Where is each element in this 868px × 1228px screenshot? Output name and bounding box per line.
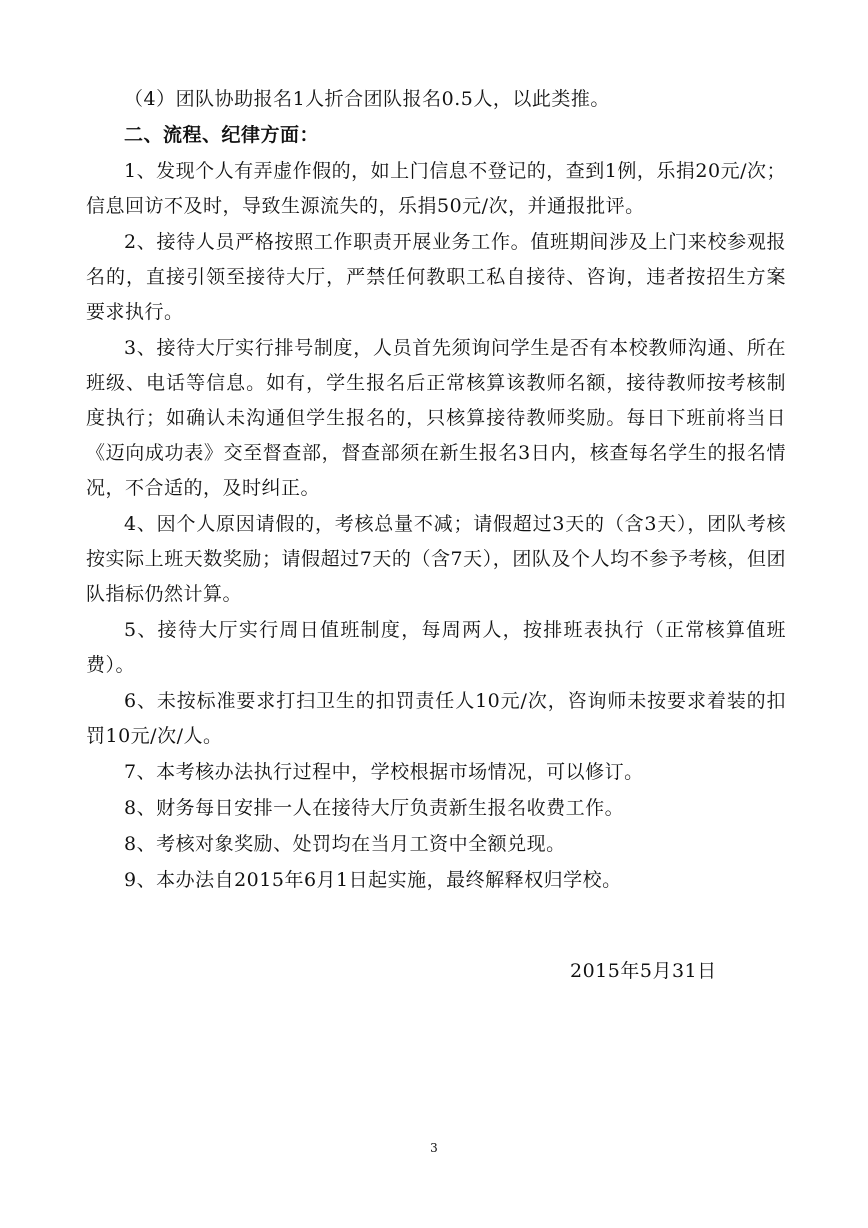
paragraph-team-assist-conversion: （4）团队协助报名1人折合团队报名0.5人，以此类推。 xyxy=(124,88,610,110)
paragraph-rule-9: 9、本办法自2015年6月1日起实施，最终解释权归学校。 xyxy=(124,869,622,891)
paragraph-rule-6: 6、未按标准要求打扫卫生的扣罚责任人10元/次，咨询师未按要求着装的扣罚10元/次/人。 xyxy=(86,690,786,747)
paragraph-rule-4: 4、因个人原因请假的，考核总量不减；请假超过3天的（含3天），团队考核按实际上班天数奖励；请假超过7天的（含7天），团队及个人均不参予考核，但团队指标仍然计算。 xyxy=(86,513,786,605)
paragraph-rule-5: 5、接待大厅实行周日值班制度，每周两人，按排班表执行（正常核算值班费）。 xyxy=(86,619,786,676)
paragraph-rule-8a: 8、财务每日安排一人在接待大厅负责新生报名收费工作。 xyxy=(124,797,625,819)
document-date: 2015年5月31日 xyxy=(570,960,717,982)
paragraph-rule-7: 7、本考核办法执行过程中，学校根据市场情况，可以修订。 xyxy=(124,761,644,783)
page-number: 3 xyxy=(430,1141,438,1155)
paragraph-rule-2: 2、接待人员严格按照工作职责开展业务工作。值班期间涉及上门来校参观报名的，直接引领至接待大厅，严禁任何教职工私自接待、咨询，违者按招生方案要求执行。 xyxy=(86,231,786,323)
paragraph-rule-8b: 8、考核对象奖励、处罚均在当月工资中全额兑现。 xyxy=(124,833,566,855)
document-body xyxy=(86,82,786,899)
paragraph-rule-3: 3、接待大厅实行排号制度，人员首先须询问学生是否有本校教师沟通、所在班级、电话等信息。如有，学生报名后正常核算该教师名额，接待教师按考核制度执行；如确认未沟通但学生报名的，只核算接待教师奖励。每日下班前将当日《迈向成功表》交至督查部，督查部须在新生报名3日内，核查每名学生的报名情况，不合适的，及时纠正。 xyxy=(86,337,786,499)
paragraph-rule-1: 1、发现个人有弄虚作假的，如上门信息不登记的，查到1例，乐捐20元/次；信息回访不及时，导致生源流失的，乐捐50元/次，并通报批评。 xyxy=(86,160,786,217)
section-heading-process-discipline: 二、流程、纪律方面： xyxy=(124,124,320,146)
